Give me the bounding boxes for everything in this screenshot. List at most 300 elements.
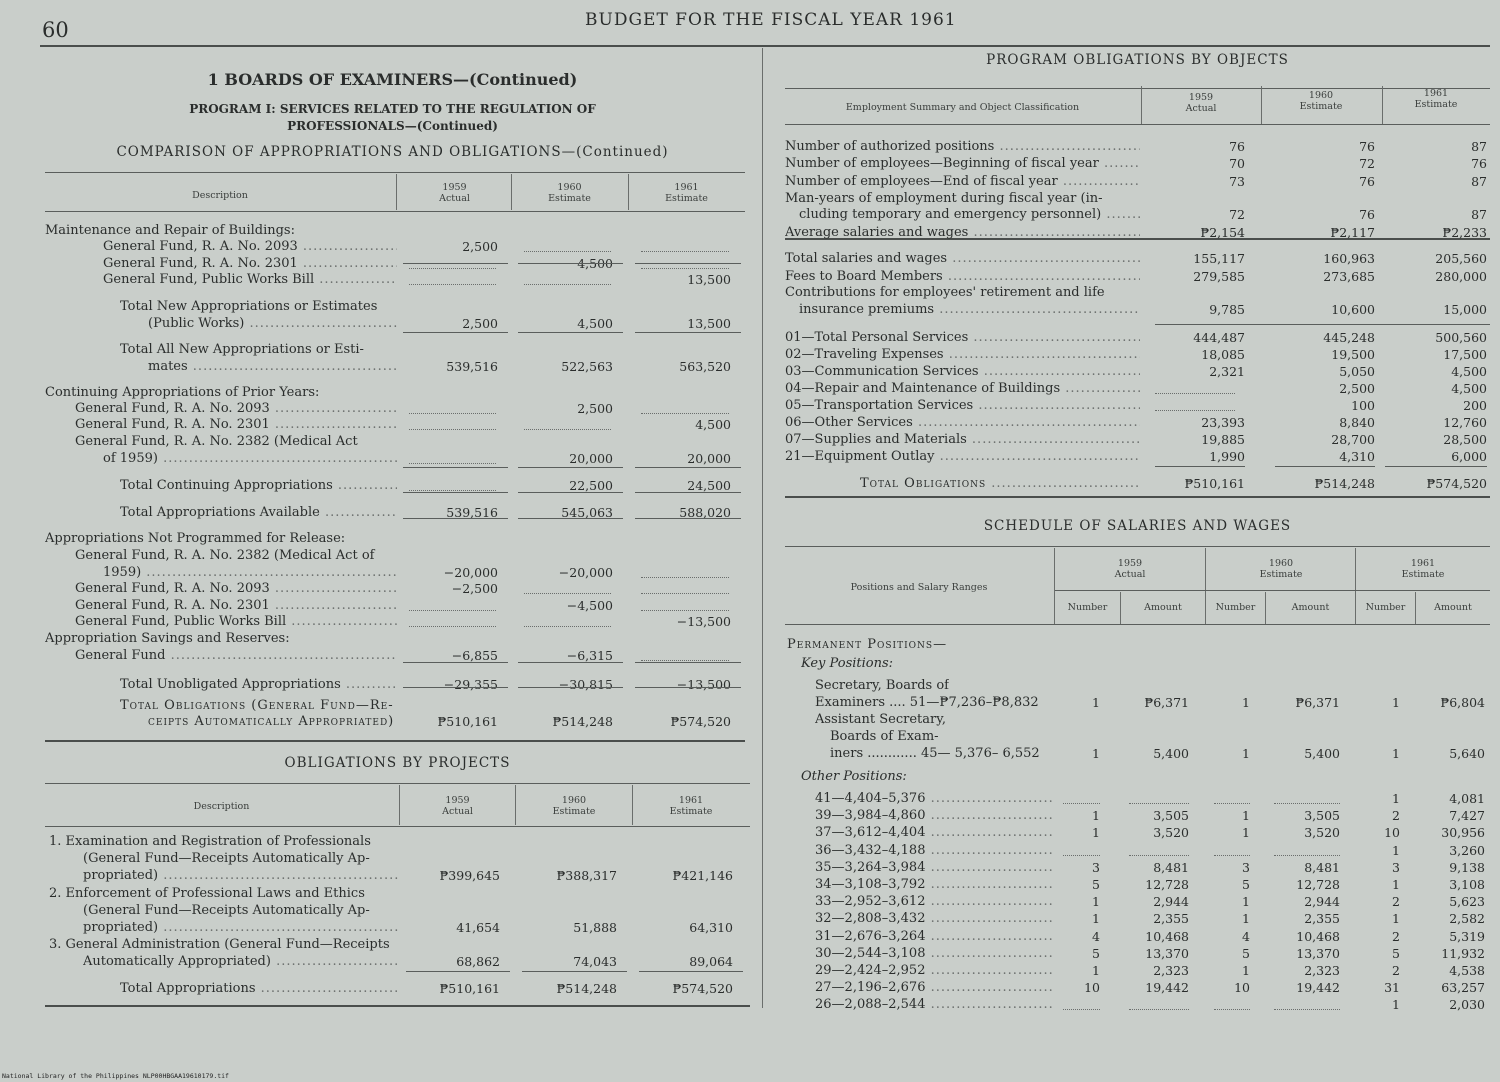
comparison-value: 2,500	[462, 316, 498, 331]
empty-cell-leader	[524, 284, 611, 285]
object-value: 4,310	[1339, 449, 1375, 464]
comparison-row-label: of 1959) .....	[103, 450, 397, 467]
col-header-1959: 1959 Actual	[1185, 92, 1217, 114]
object-value: ₱2,233	[1442, 225, 1487, 240]
empty-cell-leader	[409, 429, 496, 430]
salary-value: 2,323	[1304, 963, 1340, 978]
salary-value: 5	[1092, 945, 1100, 961]
salary-value: 3,505	[1153, 808, 1189, 824]
salary-range-label: 33—2,952–3,612 .....	[815, 893, 1053, 910]
salary-value: 3	[1392, 859, 1400, 875]
object-value: 8,840	[1339, 415, 1375, 430]
key-position-label: Boards of Exam-	[830, 729, 939, 744]
object-row-label: Contributions for employees' retirement and life	[785, 285, 1105, 300]
salary-value: 10	[1384, 825, 1400, 841]
sub-header-amount: Amount	[1144, 602, 1182, 613]
key-position-label: Assistant Secretary,	[815, 712, 946, 727]
subtotal-rule	[1385, 466, 1487, 467]
object-value: 155,117	[1193, 251, 1245, 266]
section-key-positions: Key Positions:	[801, 656, 894, 671]
comparison-value: −20,000	[558, 565, 613, 580]
project-row-label: propriated) .....	[83, 867, 398, 884]
object-value: 6,000	[1451, 449, 1487, 464]
object-row-label: Man-years of employment during fiscal year (in-	[785, 191, 1103, 206]
comparison-row-label: General Fund, Public Works Bill .....	[103, 271, 397, 288]
object-value: ₱2,154	[1200, 225, 1245, 240]
col-header-1961: 1961 Estimate	[1414, 88, 1458, 110]
object-value: 2,500	[1339, 381, 1375, 396]
empty-cell-leader	[641, 610, 729, 611]
empty-cell-leader	[409, 490, 496, 491]
salary-value: 5,623	[1449, 894, 1485, 910]
comparison-row-label: General Fund, R. A. No. 2093 .....	[103, 238, 397, 255]
comparison-row-label: General Fund, R. A. No. 2382 (Medical Act of	[75, 548, 375, 563]
empty-cell-leader	[409, 268, 496, 269]
empty-cell-leader	[1214, 803, 1250, 804]
salary-value: ₱6,804	[1440, 695, 1485, 710]
empty-cell-leader	[524, 593, 611, 594]
project-value: ₱574,520	[672, 981, 733, 996]
comparison-value: ₱514,248	[552, 714, 613, 729]
object-value: 279,585	[1193, 269, 1245, 284]
subtotal-rule	[403, 467, 508, 468]
subtotal-rule	[403, 492, 508, 493]
salary-value: 1	[1392, 911, 1400, 927]
salary-value: 1	[1242, 963, 1250, 978]
salary-range-label: 32—2,808–3,432 .....	[815, 910, 1053, 927]
salary-value: 2,944	[1153, 894, 1189, 910]
salary-value: 1	[1392, 746, 1400, 761]
comparison-value: 22,500	[569, 478, 613, 493]
salary-value: 1	[1092, 695, 1100, 710]
col-header-1961: 1961 Estimate	[1401, 558, 1445, 580]
object-row-label: cluding temporary and emergency personnel) .....	[799, 206, 1140, 223]
comparison-row-label: Total Continuing Appropriations .....	[120, 477, 397, 494]
salary-value: 3,108	[1449, 877, 1485, 892]
project-value: ₱514,248	[556, 981, 617, 996]
empty-cell-leader	[524, 626, 611, 627]
comparison-row-label: Appropriations Not Programmed for Release:	[45, 531, 346, 546]
salary-value: 2,355	[1153, 911, 1189, 927]
salary-value: 2,582	[1449, 911, 1485, 927]
salary-value: 5	[1392, 945, 1400, 961]
subtotal-rule	[403, 263, 508, 264]
object-value: 5,050	[1339, 364, 1375, 379]
object-value: 73	[1229, 174, 1245, 189]
column-divider	[762, 48, 763, 1008]
comparison-row-label: Total New Appropriations or Estimates	[120, 299, 378, 314]
subtotal-rule	[635, 687, 741, 688]
subtotal-rule	[635, 662, 741, 663]
salary-value: 19,442	[1296, 980, 1340, 996]
salaries-table-title: SCHEDULE OF SALARIES AND WAGES	[983, 518, 1292, 534]
object-value: 445,248	[1323, 330, 1375, 345]
object-value: 273,685	[1323, 269, 1375, 284]
sub-header-amount: Amount	[1434, 602, 1472, 613]
col-header-1961: 1961 Estimate	[669, 795, 713, 817]
salary-value: 1	[1092, 894, 1100, 910]
salary-value: 12,728	[1296, 877, 1340, 892]
empty-cell-leader	[641, 268, 729, 269]
object-value: ₱510,161	[1184, 476, 1245, 491]
comparison-value: −13,500	[676, 614, 731, 629]
comparison-value: 522,563	[561, 359, 613, 374]
salary-value: 3,505	[1304, 808, 1340, 824]
salary-range-label: 34—3,108–3,792 .....	[815, 876, 1053, 893]
comparison-table	[45, 172, 745, 742]
comparison-value: 24,500	[687, 478, 731, 493]
project-value: ₱421,146	[672, 868, 733, 883]
subtotal-rule	[518, 687, 623, 688]
object-row-label: Fees to Board Members .....	[785, 268, 1140, 285]
empty-cell-leader	[1063, 803, 1100, 804]
project-row-label: 2. Enforcement of Professional Laws and Ethics	[49, 886, 365, 901]
comparison-value: 2,500	[462, 239, 498, 254]
key-position-label: Examiners .... 51—₱7,236–₱8,832	[815, 695, 1039, 710]
empty-cell-leader	[1155, 393, 1235, 394]
object-row-label: 07—Supplies and Materials .....	[785, 431, 1140, 448]
comparison-value: −29,355	[443, 677, 498, 692]
comparison-row-label: General Fund, R. A. No. 2093 .....	[75, 580, 397, 597]
section-permanent-positions: Permanent Positions—	[787, 637, 948, 652]
subtotal-rule	[403, 687, 508, 688]
project-value: ₱510,161	[439, 981, 500, 996]
salary-value: 5	[1092, 877, 1100, 892]
empty-cell-leader	[409, 413, 496, 414]
project-row-label: (General Fund—Receipts Automatically Ap-	[83, 851, 370, 866]
object-value: 444,487	[1193, 330, 1245, 345]
comparison-value: ₱574,520	[670, 714, 731, 729]
objects-table	[785, 78, 1490, 498]
subtotal-rule	[406, 971, 510, 972]
subtotal-rule	[635, 332, 741, 333]
salary-value: 4,081	[1449, 791, 1485, 806]
object-value: 76	[1229, 139, 1245, 154]
empty-cell-leader	[409, 463, 496, 464]
comparison-value: −4,500	[566, 598, 613, 613]
col-header-1959: 1959 Actual	[442, 795, 473, 817]
col-header-description: Description	[192, 190, 248, 201]
comparison-value: −2,500	[451, 581, 498, 596]
salary-value: 1	[1242, 911, 1250, 927]
object-row-label: 03—Communication Services .....	[785, 363, 1140, 380]
comparison-value: −6,315	[566, 648, 613, 663]
salary-value: 3,260	[1449, 842, 1485, 858]
salary-value: 3,520	[1304, 825, 1340, 841]
salary-value: 1	[1242, 695, 1250, 710]
key-position-label: Secretary, Boards of	[815, 678, 949, 693]
empty-cell-leader	[1274, 855, 1340, 856]
salary-value: 13,370	[1296, 945, 1340, 961]
project-value: 51,888	[573, 920, 617, 935]
empty-cell-leader	[524, 429, 611, 430]
salary-value: 3,520	[1153, 825, 1189, 841]
salary-value: 2,030	[1449, 997, 1485, 1013]
sub-header-number: Number	[1365, 602, 1406, 613]
salary-value: 1	[1242, 825, 1250, 841]
comparison-row-label: General Fund, R. A. No. 2301 .....	[75, 416, 397, 433]
empty-cell-leader	[1129, 1009, 1189, 1010]
project-value: 89,064	[689, 954, 733, 969]
comparison-value: −13,500	[676, 677, 731, 692]
salary-value: 1	[1392, 997, 1400, 1013]
comparison-row-label: mates .....	[148, 358, 397, 375]
salary-value: 1	[1392, 877, 1400, 892]
object-row-label: insurance premiums .....	[799, 301, 1140, 318]
object-value: 70	[1229, 156, 1245, 171]
salary-value: 11,932	[1441, 945, 1485, 961]
salary-value: 2	[1392, 808, 1400, 824]
salary-value: ₱6,371	[1144, 695, 1189, 710]
object-value: 76	[1359, 174, 1375, 189]
col-header-description: Description	[193, 801, 250, 812]
object-value: 28,500	[1443, 432, 1487, 447]
salary-range-label: 36—3,432–4,188 .....	[815, 842, 1053, 859]
subtotal-rule	[403, 332, 508, 333]
salary-value: 19,442	[1145, 980, 1189, 996]
project-row-label: Total Appropriations .....	[120, 980, 398, 997]
col-header-description: Employment Summary and Object Classification	[845, 102, 1080, 113]
col-header-1960: 1960 Estimate	[1299, 90, 1343, 112]
salary-value: 31	[1384, 980, 1400, 996]
subtotal-rule	[518, 492, 623, 493]
subtotal-rule	[522, 971, 627, 972]
sub-header-number: Number	[1067, 602, 1108, 613]
empty-cell-leader	[1214, 855, 1250, 856]
projects-table	[45, 783, 750, 1008]
salary-value: 8,481	[1304, 859, 1340, 875]
comparison-row-label: ceipts Automatically Appropriated) .....	[148, 713, 397, 730]
salary-value: 5,319	[1449, 928, 1485, 944]
object-value: 2,321	[1209, 364, 1245, 379]
salary-value: 1	[1242, 808, 1250, 824]
object-value: ₱574,520	[1426, 476, 1487, 491]
comparison-row-label: General Fund, R. A. No. 2093 .....	[75, 400, 397, 417]
salary-value: 1	[1092, 825, 1100, 841]
key-position-label: iners ............ 45— 5,376– 6,552	[830, 746, 1040, 761]
comparison-row-label: 1959) .....	[103, 564, 397, 581]
header-divider	[1265, 592, 1266, 624]
objects-table-title: PROGRAM OBLIGATIONS BY OBJECTS	[986, 52, 1289, 68]
salary-value: ₱6,371	[1295, 695, 1340, 710]
salary-value: 30,956	[1441, 825, 1485, 841]
object-row-label: Number of employees—Beginning of fiscal year .....	[785, 155, 1140, 172]
object-value: 4,500	[1451, 364, 1487, 379]
comparison-table-title: COMPARISON OF APPROPRIATIONS AND OBLIGATIONS—(Continued)	[116, 144, 669, 160]
object-row-label: 21—Equipment Outlay .....	[785, 448, 1140, 465]
comparison-row-label: Continuing Appropriations of Prior Years:	[45, 385, 320, 400]
subtotal-rule	[518, 518, 623, 519]
col-header-1960: 1960 Estimate	[552, 795, 596, 817]
object-row-label: 05—Transportation Services .....	[785, 397, 1140, 414]
salary-value: 5,640	[1449, 746, 1485, 761]
salary-value: 2,355	[1304, 911, 1340, 927]
salary-value: 7,427	[1449, 808, 1485, 824]
object-value: 205,560	[1435, 251, 1487, 266]
subtotal-rule	[403, 662, 508, 663]
comparison-row-label: General Fund, R. A. No. 2301 .....	[75, 597, 397, 614]
salary-value: 1	[1092, 911, 1100, 927]
empty-cell-leader	[1214, 1009, 1250, 1010]
project-row-label: propriated) .....	[83, 919, 398, 936]
sub-header-amount: Amount	[1291, 602, 1330, 613]
comparison-value: 4,500	[577, 256, 613, 271]
empty-cell-leader	[1129, 803, 1189, 804]
object-value: ₱514,248	[1314, 476, 1375, 491]
header-divider	[1120, 592, 1121, 624]
salary-value: 10	[1234, 980, 1250, 996]
col-header-positions: Positions and Salary Ranges	[850, 582, 988, 593]
comparison-row-label: (Public Works) .....	[148, 315, 397, 332]
subtotal-rule	[518, 332, 623, 333]
comparison-row-label: Total Obligations (General Fund—Re-	[120, 698, 394, 713]
salary-value: 2	[1392, 963, 1400, 978]
comparison-value: 20,000	[569, 451, 613, 466]
comparison-value: −20,000	[443, 565, 498, 580]
comparison-row-label: Total Appropriations Available .....	[120, 504, 397, 521]
section-other-positions: Other Positions:	[801, 769, 907, 784]
salary-value: 5,400	[1304, 746, 1340, 761]
object-value: 200	[1463, 398, 1487, 413]
empty-cell-leader	[641, 660, 729, 661]
salary-value: 5	[1242, 945, 1250, 961]
object-value: 87	[1471, 207, 1487, 222]
empty-cell-leader	[409, 610, 496, 611]
empty-cell-leader	[641, 251, 729, 252]
project-value: ₱388,317	[556, 868, 617, 883]
salary-value: 9,138	[1449, 859, 1485, 875]
program-title-line1: PROGRAM I: SERVICES RELATED TO THE REGULATION OF	[189, 102, 596, 116]
empty-cell-leader	[1274, 1009, 1340, 1010]
project-value: 74,043	[573, 954, 617, 969]
salary-range-label: 29—2,424–2,952 .....	[815, 962, 1053, 979]
empty-cell-leader	[1129, 855, 1189, 856]
object-value: 87	[1471, 174, 1487, 189]
salary-value: 2	[1392, 894, 1400, 910]
object-row-label: Total Obligations .....	[860, 475, 1140, 492]
object-row-label: 02—Traveling Expenses .....	[785, 346, 1140, 363]
program-title-line2: PROFESSIONALS—(Continued)	[287, 119, 498, 133]
comparison-row-label: Total Unobligated Appropriations .....	[120, 676, 397, 693]
salary-range-label: 41—4,404–5,376 .....	[815, 790, 1053, 807]
salary-value: 4	[1092, 928, 1100, 944]
project-value: ₱399,645	[439, 868, 500, 883]
salary-value: 3	[1242, 859, 1250, 875]
salary-value: 8,481	[1153, 859, 1189, 875]
subtotal-rule	[403, 518, 508, 519]
comparison-row-label: General Fund .....	[75, 647, 397, 664]
object-value: 4,500	[1451, 381, 1487, 396]
project-row-label: Automatically Appropriated) .....	[83, 953, 398, 970]
salary-value: 1	[1392, 695, 1400, 710]
salary-value: 1	[1242, 894, 1250, 910]
salary-value: 12,728	[1145, 877, 1189, 892]
comparison-row-label: Appropriation Savings and Reserves:	[45, 631, 290, 646]
salary-range-label: 37—3,612–4,404 .....	[815, 824, 1053, 841]
comparison-value: 4,500	[577, 316, 613, 331]
object-value: 100	[1351, 398, 1375, 413]
salary-value: 63,257	[1441, 980, 1485, 996]
empty-cell-leader	[1155, 410, 1235, 411]
object-value: 12,760	[1443, 415, 1487, 430]
comparison-row-label: Total All New Appropriations or Esti-	[120, 342, 364, 357]
subtotal-rule	[635, 467, 741, 468]
col-header-1959: 1959 Actual	[439, 182, 470, 204]
header-rule	[40, 45, 1490, 47]
salary-value: 2	[1392, 928, 1400, 944]
salaries-table	[785, 546, 1490, 1016]
empty-cell-leader	[524, 251, 611, 252]
salary-value: 10	[1084, 980, 1100, 996]
empty-cell-leader	[1063, 855, 1100, 856]
comparison-value: −6,855	[451, 648, 498, 663]
project-row-label: 3. General Administration (General Fund—Receipts	[49, 937, 390, 952]
salary-range-label: 26—2,088–2,544 .....	[815, 996, 1053, 1013]
comparison-row-label: General Fund, Public Works Bill .....	[75, 613, 397, 630]
object-value: 160,963	[1323, 251, 1375, 266]
salary-value: 2,323	[1153, 963, 1189, 978]
object-value: ₱2,117	[1330, 225, 1375, 240]
empty-cell-leader	[641, 413, 729, 414]
header-divider	[1415, 592, 1416, 624]
object-row-label: Number of employees—End of fiscal year .....	[785, 173, 1140, 190]
object-value: 500,560	[1435, 330, 1487, 345]
object-row-label: Average salaries and wages .....	[785, 224, 1140, 241]
agency-title: 1 BOARDS OF EXAMINERS—(Continued)	[207, 70, 578, 89]
comparison-value: ₱510,161	[437, 714, 498, 729]
salary-value: 1	[1392, 791, 1400, 806]
salary-value: 1	[1392, 842, 1400, 858]
comparison-value: 2,500	[577, 401, 613, 416]
empty-cell-leader	[1274, 803, 1340, 804]
comparison-value: 545,063	[561, 505, 613, 520]
subtotal-rule	[1275, 466, 1375, 467]
comparison-value: 13,500	[687, 272, 731, 287]
col-header-1959: 1959 Actual	[1114, 558, 1146, 580]
object-value: 76	[1359, 207, 1375, 222]
salary-range-label: 39—3,984–4,860 .....	[815, 807, 1053, 824]
object-value: 76	[1471, 156, 1487, 171]
object-value: 76	[1359, 139, 1375, 154]
empty-cell-leader	[641, 577, 729, 578]
col-header-1960: 1960 Estimate	[1259, 558, 1303, 580]
subtotal-rule	[1155, 466, 1245, 467]
running-title: BUDGET FOR THE FISCAL YEAR 1961	[585, 10, 957, 30]
source-footnote: National Library of the Philippines NLP00HBGAA19610179.tif	[2, 1072, 229, 1080]
subtotal-rule	[518, 467, 623, 468]
comparison-value: 13,500	[687, 316, 731, 331]
comparison-value: 539,516	[446, 505, 498, 520]
salary-value: 13,370	[1145, 945, 1189, 961]
empty-cell-leader	[409, 626, 496, 627]
object-value: 19,500	[1331, 347, 1375, 362]
project-value: 68,862	[456, 954, 500, 969]
subtotal-rule	[635, 492, 741, 493]
object-row-label: 04—Repair and Maintenance of Buildings .....	[785, 380, 1140, 397]
project-row-label: 1. Examination and Registration of Professionals	[49, 834, 371, 849]
object-value: 9,785	[1209, 302, 1245, 317]
project-value: 41,654	[456, 920, 500, 935]
salary-range-label: 35—3,264–3,984 .....	[815, 859, 1053, 876]
comparison-value: −30,815	[558, 677, 613, 692]
project-value: 64,310	[689, 920, 733, 935]
object-value: 72	[1229, 207, 1245, 222]
salary-range-label: 27—2,196–2,676 .....	[815, 979, 1053, 996]
salary-value: 1	[1242, 746, 1250, 761]
sub-header-number: Number	[1215, 602, 1256, 613]
object-value: 17,500	[1443, 347, 1487, 362]
subtotal-rule	[518, 662, 623, 663]
